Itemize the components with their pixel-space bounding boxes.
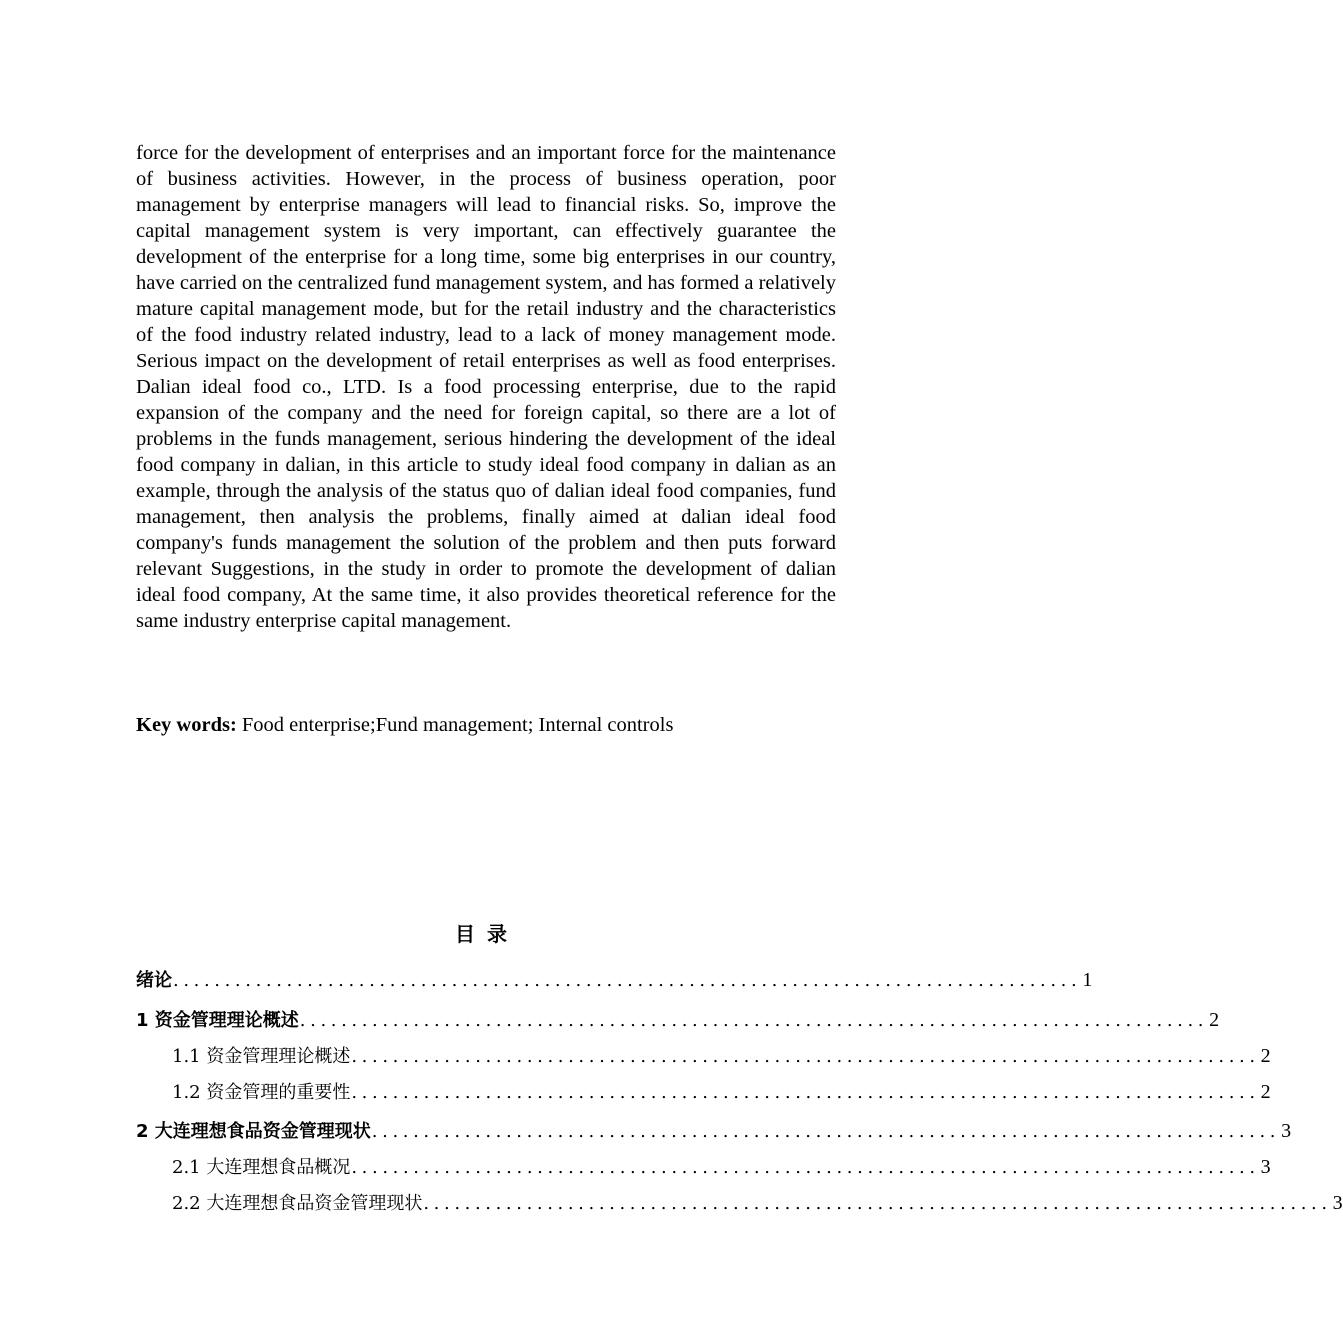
toc-entry-page: 3 [1332,1192,1343,1214]
toc-entry-page: 2 [1260,1081,1271,1103]
toc-leader-dots: ........................................................................................ [299,1010,1209,1031]
toc-leader-dots: ........................................................................................ [371,1121,1281,1142]
toc-entry-text: 1.1 资金管理理论概述 [172,1046,351,1067]
toc-entry-page: 3 [1281,1120,1292,1142]
toc-entry-page: 2 [1260,1045,1271,1067]
toc-entry-text: 2 大连理想食品资金管理现状 [136,1121,371,1142]
toc-leader-dots: ........................................................................................ [173,970,1082,991]
toc-entry-section-2-1[interactable] [172,1153,1271,1183]
toc-entry-section-2-2[interactable] [172,1189,1343,1219]
keywords-value: Food enterprise;Fund management; Internal controls [236,714,674,736]
toc-entry-text: 1.2 资金管理的重要性 [172,1082,351,1103]
toc-entry-page: 2 [1209,1009,1220,1031]
toc-entry-page: 3 [1260,1156,1271,1178]
toc-entry-section-1-1[interactable] [172,1042,1271,1072]
toc-entry-chapter-2[interactable] [136,1117,1292,1147]
toc-leader-dots: ........................................................................................ [351,1046,1260,1067]
abstract-paragraph: force for the development of enterprises and an important force for the maintenance of business activities. However, in the process of business operation, poor management by enterprise managers will lead to financial risks. So, improve the capital management system is very important, can effectively guarantee the development of the enterprise for a long time, some big enterprises in our country, have carried on the centralized fund management system, and has formed a relatively mature capital management mode, but for the retail industry and the characteristics of the food industry related industry, lead to a lack of money management mode. Serious impact on the development of retail enterprises as well as food enterprises. Dalian ideal food co., LTD. Is a food processing enterprise, due to the rapid expansion of the company and the need for foreign capital, so there are a lot of problems in the funds management, serious hindering the development of the ideal food company in dalian, in this article to study ideal food company in dalian as an example, through the analysis of the status quo of dalian ideal food companies, fund management, then analysis the problems, finally aimed at dalian ideal food company's funds management the solution of the problem and then puts forward relevant Suggestions, in the study in order to promote the development of dalian ideal food company, At the same time, it also provides theoretical reference for the same industry enterprise capital management. [136,142,836,632]
toc-entry-section-1-2[interactable] [172,1078,1271,1108]
toc-title: 目录 [455,922,519,946]
toc-entry-intro[interactable] [136,966,1093,996]
toc-entry-text: 2.1 大连理想食品概况 [172,1157,351,1178]
keywords-label: Key words: [136,714,237,736]
toc-entry-page: 1 [1082,969,1093,991]
toc-entry-text: 1 资金管理理论概述 [136,1010,299,1031]
toc-leader-dots: ........................................................................................ [351,1157,1260,1178]
toc-leader-dots: ........................................................................................ [351,1082,1260,1103]
keywords-line [136,712,836,738]
toc-entry-text: 2.2 大连理想食品资金管理现状 [172,1193,423,1214]
toc-leader-dots: ........................................................................................ [423,1193,1332,1214]
toc-entry-chapter-1[interactable] [136,1006,1220,1036]
toc-entry-text: 绪论 [136,970,172,991]
